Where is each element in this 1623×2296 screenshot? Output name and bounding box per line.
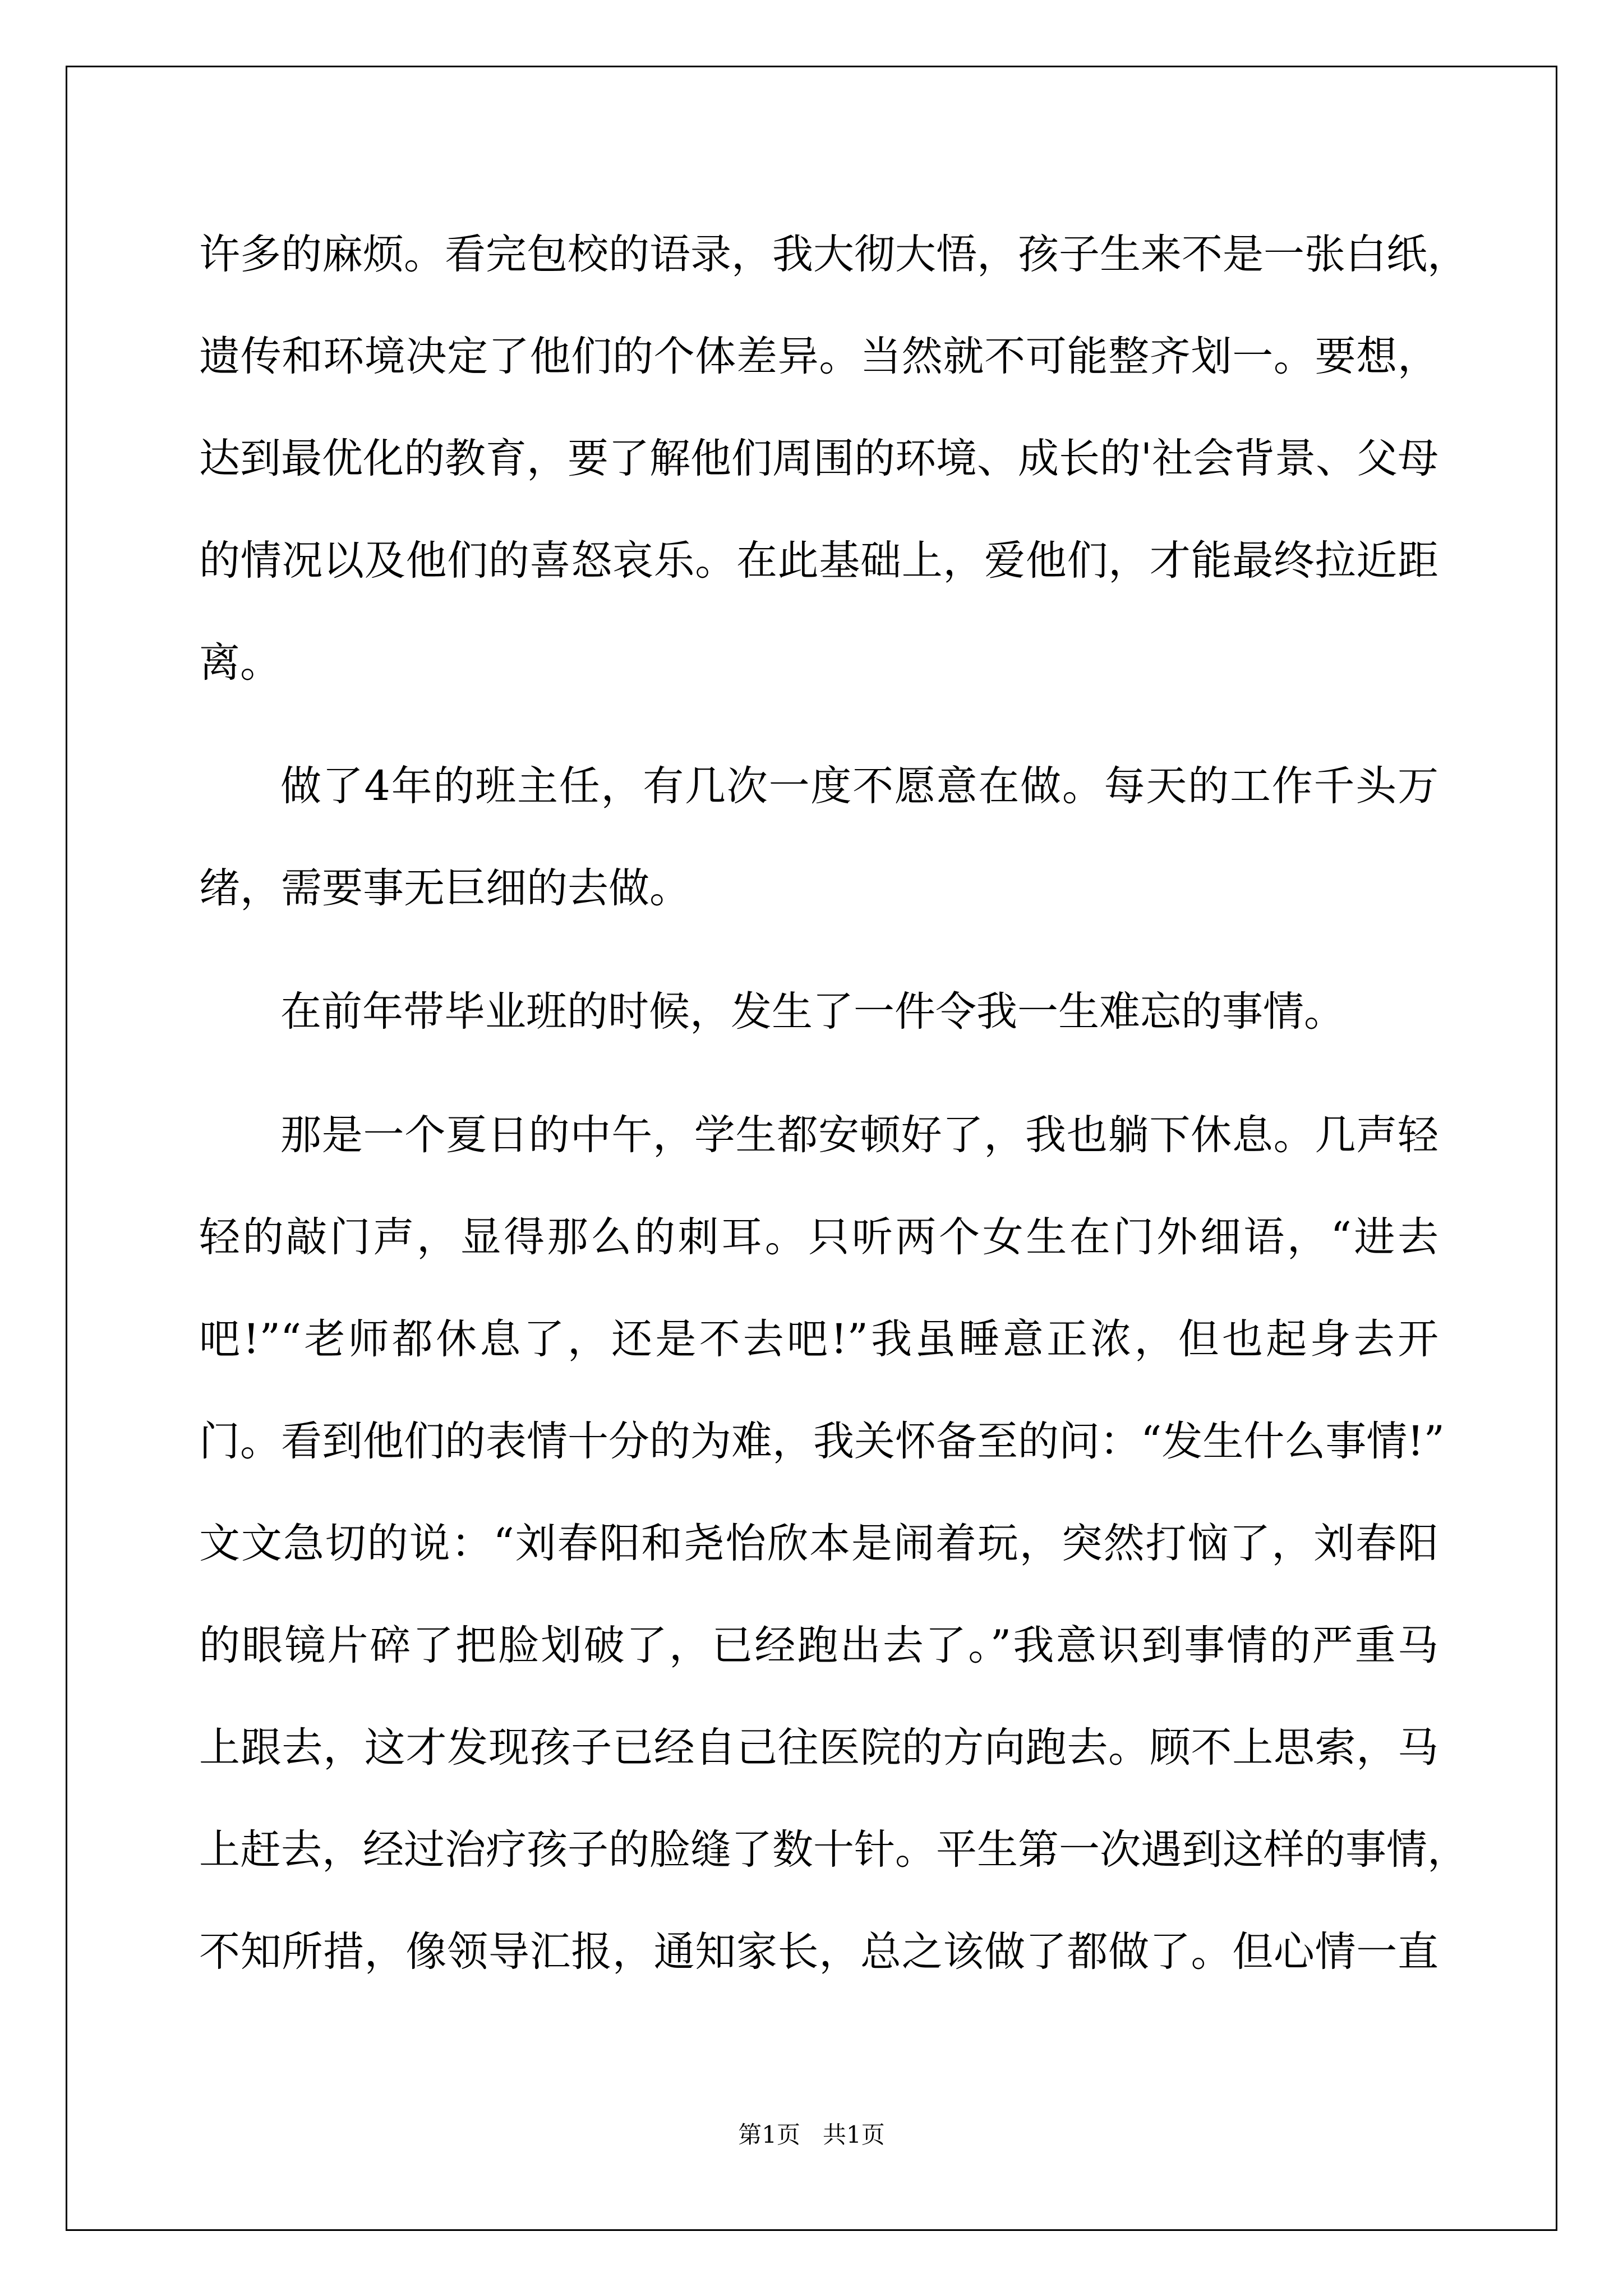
paragraph-line: 那是一个夏日的中午，学生都安顿好了，我也躺下休息。几声轻: [280, 1111, 1438, 1159]
paragraph-line: 在前年带毕业班的时候，发生了一件令我一生难忘的事情。: [280, 988, 1345, 1036]
paragraph-line: 绪，需要事无巨细的去做。: [199, 864, 690, 912]
paragraph-line: 吧!”“老师都休息了，还是不去吧!”我虽睡意正浓，但也起身去开: [199, 1315, 1438, 1363]
paragraph-line: 的情况以及他们的喜怒哀乐。在此基础上，爱他们，才能最终拉近距: [199, 537, 1438, 585]
page-number: 第1页: [738, 2121, 800, 2148]
paragraph-line: 轻的敲门声，显得那么的刺耳。只听两个女生在门外细语，“进去: [199, 1213, 1438, 1261]
paragraph-line: 不知所措，像领导汇报，通知家长，总之该做了都做了。但心情一直: [199, 1928, 1438, 1976]
paragraph-line: 遗传和环境决定了他们的个体差异。当然就不可能整齐划一。要想，: [199, 333, 1438, 380]
paragraph-line: 离。: [199, 639, 281, 687]
paragraph-line: 做了4年的班主任，有几次一度不愿意在做。每天的工作千头万: [280, 762, 1438, 810]
paragraph-line: 门。看到他们的表情十分的为难，我关怀备至的问：“发生什么事情!”: [199, 1418, 1445, 1465]
paragraph-line: 达到最优化的教育，要了解他们周围的环境、成长的'社会背景、父母: [199, 435, 1439, 482]
page-footer: [0, 2118, 1623, 2152]
paragraph-line: 许多的麻烦。看完包校的语录，我大彻大悟，孩子生来不是一张白纸，: [199, 231, 1468, 278]
paragraph-line: 的眼镜片碎了把脸划破了，已经跑出去了。”我意识到事情的严重马: [199, 1622, 1438, 1669]
paragraph-line: 上赶去，经过治疗孩子的脸缝了数十针。平生第一次遇到这样的事情，: [199, 1826, 1468, 1874]
page-total: 共1页: [823, 2121, 885, 2148]
paragraph-line: 文文急切的说：“刘春阳和尧怡欣本是闹着玩，突然打恼了，刘春阳: [199, 1520, 1438, 1567]
paragraph-line: 上跟去，这才发现孩子已经自己往医院的方向跑去。顾不上思索，马: [199, 1724, 1438, 1772]
